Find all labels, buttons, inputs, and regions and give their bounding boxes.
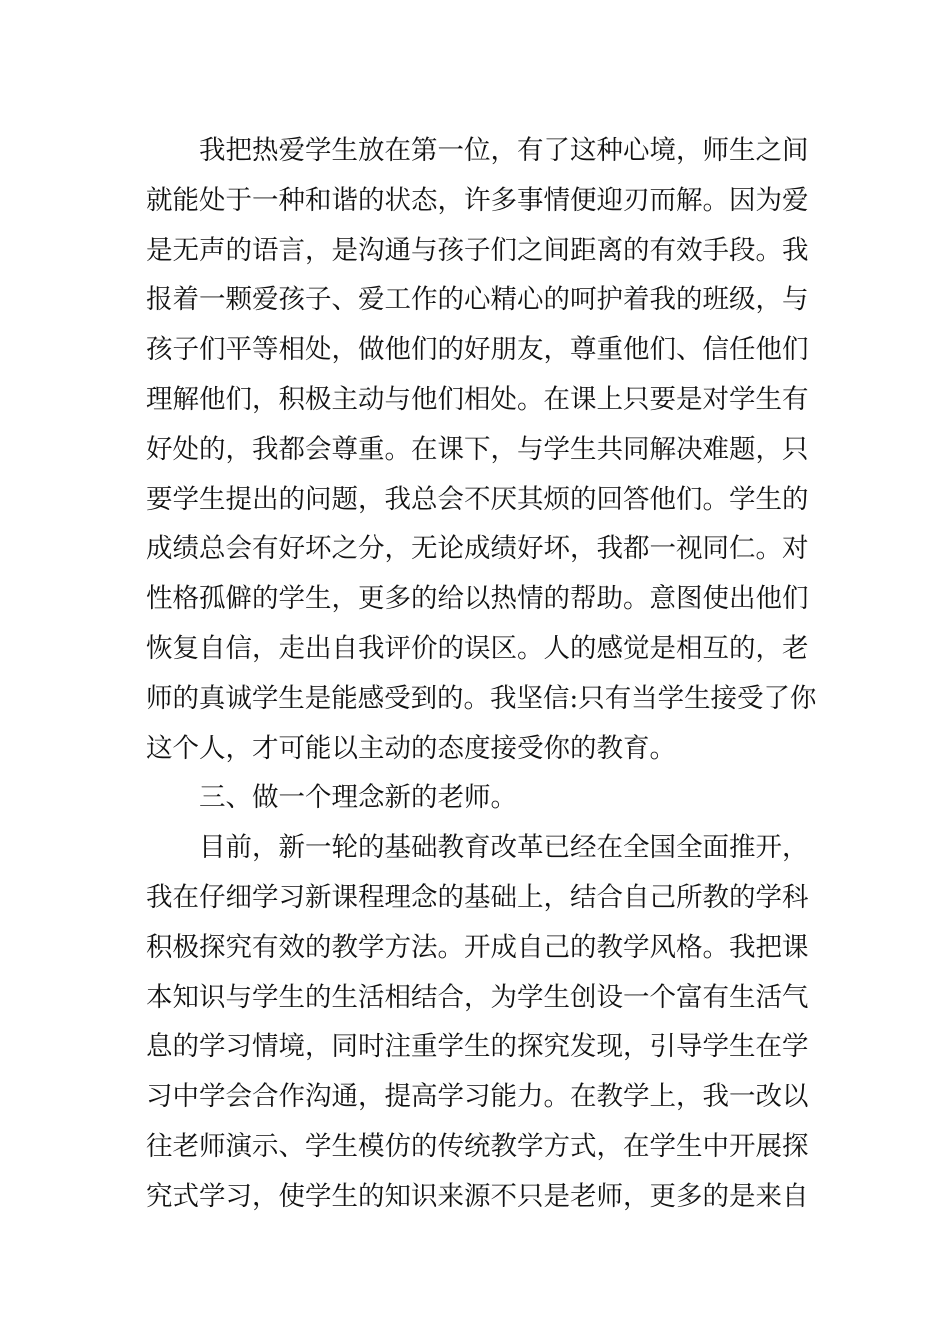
text-line: 往老师演示、学生模仿的传统教学方式，在学生中开展探 — [146, 1130, 809, 1162]
text-line: 习中学会合作沟通，提高学习能力。在教学上，我一改以 — [146, 1081, 809, 1113]
text-line: 成绩总会有好坏之分，无论成绩好坏，我都一视同仁。对 — [146, 533, 809, 565]
text-line: 积极探究有效的教学方法。开成自己的教学风格。我把课 — [146, 931, 809, 963]
text-line: 我在仔细学习新课程理念的基础上，结合自己所教的学科 — [146, 881, 809, 913]
text-line: 究式学习，使学生的知识来源不只是老师，更多的是来自 — [146, 1180, 809, 1212]
text-line: 这个人，才可能以主动的态度接受你的教育。 — [146, 732, 676, 764]
text-line: 目前，新一轮的基础教育改革已经在全国全面推开， — [199, 832, 809, 864]
text-line: 就能处于一种和谐的状态，许多事情便迎刃而解。因为爱 — [146, 184, 809, 216]
text-line: 是无声的语言，是沟通与孩子们之间距离的有效手段。我 — [146, 234, 809, 266]
text-line: 好处的，我都会尊重。在课下，与学生共同解决难题，只 — [146, 433, 809, 465]
text-line: 恢复自信，走出自我评价的误区。人的感觉是相互的，老 — [146, 632, 809, 664]
text-line: 报着一颗爱孩子、爱工作的心精心的呵护着我的班级，与 — [146, 284, 809, 316]
text-line: 理解他们，积极主动与他们相处。在课上只要是对学生有 — [146, 383, 809, 415]
text-line: 孩子们平等相处，做他们的好朋友，尊重他们、信任他们 — [146, 334, 809, 366]
text-line: 本知识与学生的生活相结合，为学生创设一个富有生活气 — [146, 981, 809, 1013]
text-line: 师的真诚学生是能感受到的。我坚信:只有当学生接受了你 — [146, 682, 817, 714]
document-body — [146, 126, 816, 1222]
text-line: 息的学习情境，同时注重学生的探究发现，引导学生在学 — [146, 1031, 809, 1063]
text-line: 三、做一个理念新的老师。 — [199, 782, 517, 814]
text-line: 我把热爱学生放在第一位，有了这种心境，师生之间 — [199, 135, 809, 166]
text-line: 要学生提出的问题，我总会不厌其烦的回答他们。学生的 — [146, 483, 809, 515]
text-line: 性格孤僻的学生，更多的给以热情的帮助。意图使出他们 — [146, 583, 809, 615]
